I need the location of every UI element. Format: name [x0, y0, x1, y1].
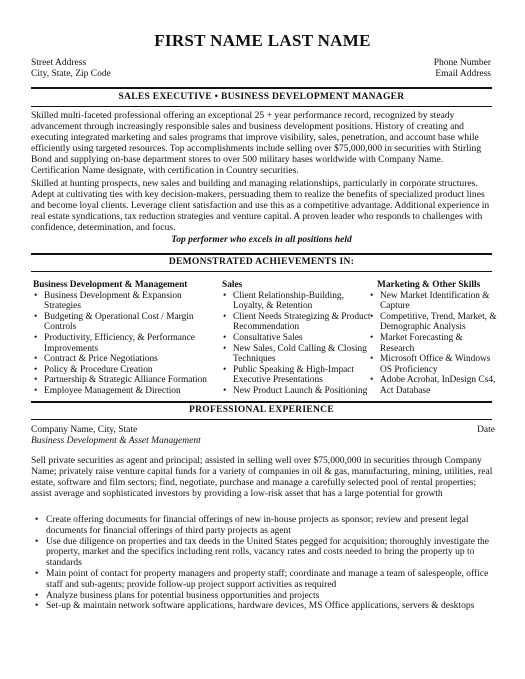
list-item: • Market Forecasting & Research [370, 332, 463, 354]
list-item: • Client Relationship-Building, Loyalty, & Retention [223, 290, 344, 312]
list-item: • Productivity, Efficiency, & Performance Improvements [34, 332, 195, 354]
list-item: • Analyze business plans for potential business opportunities and projects [35, 590, 320, 601]
bullet-icon: • [223, 332, 227, 343]
title-rule [31, 106, 492, 107]
experience-bullets [31, 515, 501, 612]
summary-paragraph-1: Skilled multi-faceted professional offering an exceptional 25 + year performance record, recognized by steady advancement through increasingly responsible sales and business development positions. History of creating and executing integrated marketing and sales programs that improve visibility, sales, penetration, and account base while efficiently using targeted resources. Top accomplishments include selling over $75,000,000 in securities with Stirling Bond and supplying on-base department stores to over 500 military bases worldwide with Company Name. Certification Name designate, with certification in Country securities. [31, 110, 482, 176]
list-item: • New Product Launch & Positioning [223, 385, 368, 396]
bullet-icon: • [34, 332, 38, 343]
bullet-icon: • [35, 515, 39, 525]
bullet-icon: • [35, 568, 39, 579]
list-item: • Budgeting & Operational Cost / Margin Controls [34, 311, 194, 333]
bullet-icon: • [34, 364, 38, 375]
bullet-icon: • [223, 385, 227, 396]
column-title: Sales [222, 280, 243, 290]
achievement-list [31, 291, 221, 397]
phone-number: Phone Number [433, 58, 491, 68]
summary-paragraph-2: Skilled at hunting prospects, new sales and building and managing relationships, particularly in corporate structures. Adept at cultivating ties with key decision-makers, persuading them to realize the benefits of specialized product lines and become loyal clients. Leverage client satisfaction and use this as a competitive advantage. Additional experience in real estate syndications, tax reduction strategies and venture capital. A proven leader who responds to challenges with confidence, determination, and focus. [31, 178, 490, 233]
bullet-icon: • [370, 332, 374, 343]
achievements-heading: DEMONSTRATED ACHIEVEMENTS IN: [168, 257, 355, 267]
bullet-icon: • [35, 590, 39, 601]
achievement-list [220, 291, 372, 397]
list-item: • Main point of contact for property managers and property staff; coordinate and manage a team of salespeople, office staff and sub-agents; provide follow-up project support activities as required [35, 568, 489, 590]
bullet-icon: • [34, 354, 38, 365]
list-item: • Employee Management & Direction [34, 385, 181, 396]
experience-top-rule [31, 401, 492, 403]
title-heading: SALES EXECUTIVE • BUSINESS DEVELOPMENT MANAGER [118, 92, 405, 102]
bullet-icon: • [223, 364, 227, 375]
email-address: Email Address [435, 69, 491, 79]
list-item: • Public Speaking & High-Impact Executive Presentations [223, 364, 355, 386]
bullet-icon: • [223, 290, 227, 301]
achievements-bottom-rule [31, 271, 492, 272]
list-item: • Adobe Acrobat, InDesign Cs4, Act Database [370, 375, 496, 396]
company-line: Company Name, City, State [31, 425, 138, 435]
list-item: • Use due diligence on properties and tax deeds in the United States pegged for acquisition; thoroughly investigate the property, market and the specifics including rent rolls, vacancy rates and costs needed to bring the property up to standards [35, 536, 489, 569]
experience-bottom-rule [31, 419, 492, 420]
list-item: • New Sales, Cold Calling & Closing Techniques [223, 343, 367, 365]
list-item: • New Market Identification & Capture [370, 290, 490, 312]
column-title: Business Development & Management [33, 280, 188, 290]
bullet-icon: • [34, 375, 38, 386]
bullet-icon: • [34, 290, 38, 301]
experience-heading: PROFESSIONAL EXPERIENCE [189, 405, 334, 415]
summary-tagline: Top performer who excels in all positions held [171, 235, 352, 245]
bullet-icon: • [223, 311, 227, 322]
bullet-icon: • [34, 385, 38, 396]
header-rule [31, 87, 492, 89]
list-item: • Microsoft Office & Windows OS Proficiency [370, 354, 491, 375]
column-title: Marketing & Other Skills [377, 280, 481, 290]
achievements-column-sales [220, 280, 372, 397]
bullet-icon: • [223, 343, 227, 354]
list-item: • Client Needs Strategizing & Product Recommendation [223, 311, 371, 333]
list-item: • Contract & Price Negotiations [34, 354, 158, 365]
bullet-icon: • [370, 290, 374, 301]
list-item: • Consultative Sales [223, 332, 303, 343]
city-state-zip: City, State, Zip Code [31, 69, 111, 79]
street-address: Street Address [31, 58, 87, 68]
bullet-icon: • [370, 354, 374, 365]
list-item: • Policy & Procedure Creation [34, 364, 153, 375]
achievements-top-rule [31, 253, 492, 255]
job-role: Business Development & Asset Management [31, 436, 201, 446]
bullet-icon: • [34, 311, 38, 322]
achievements-column-marketing [367, 280, 497, 397]
candidate-name: FIRST NAME LAST NAME [154, 31, 371, 50]
address-block [31, 58, 111, 80]
job-date: Date [477, 425, 495, 435]
achievements-column-business [31, 280, 221, 397]
list-item: • Competitive, Trend, Market, & Demographic Analysis [370, 311, 497, 333]
bullet-icon: • [35, 536, 39, 547]
bullet-icon: • [370, 311, 374, 322]
bullet-icon: • [370, 375, 374, 386]
list-item: • Set-up & maintain network software applications, hardware devices, MS Office applications, servers & desktops [35, 601, 475, 612]
contact-block [434, 58, 491, 80]
list-item: • Partnership & Strategic Alliance Formation [34, 375, 207, 386]
list-item: • Create offering documents for financial offerings of new in-house projects as sponsor; review and present legal documents for financial offerings of third party projects as agent [35, 515, 469, 536]
achievement-list [367, 291, 497, 397]
experience-description: Sell private securities as agent and principal; assisted in selling well over $75,000,000 in securities through Company Name; privately raise venture capital funds for a variety of companies in oil & gas, manufacturing, mining, utilities, real estate, software and film sectors; find, negotiate, purchase and manage a carefully selected pool of rental properties; assist average and sophisticated investors by providing a low-risk asset that has a large potential for growth [31, 455, 493, 499]
list-item: • Business Development & Expansion Strategies [34, 290, 182, 312]
bullet-icon: • [35, 601, 39, 612]
